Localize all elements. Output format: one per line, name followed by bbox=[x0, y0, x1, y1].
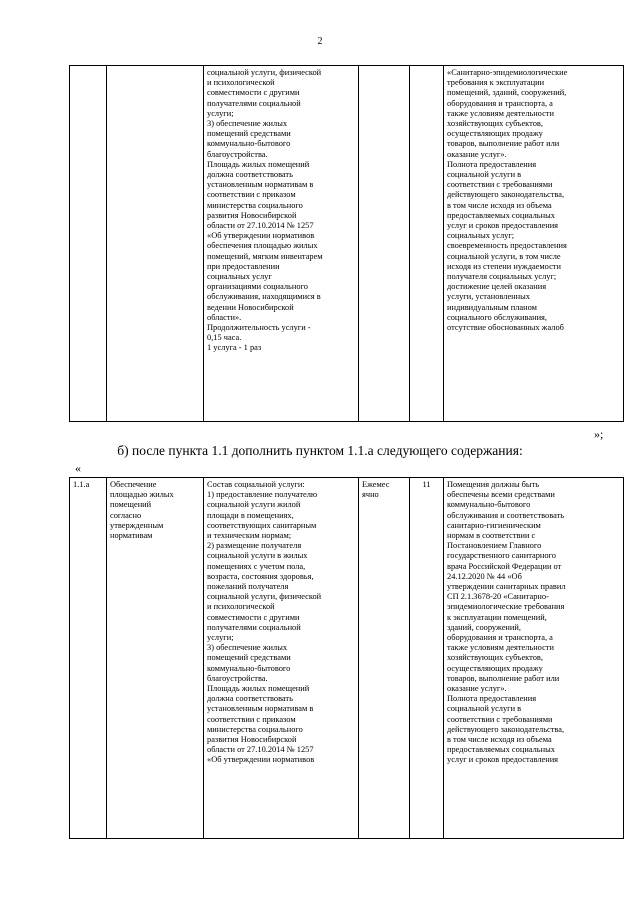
service-table-continued bbox=[69, 65, 624, 422]
opening-quote: « bbox=[75, 461, 81, 475]
periodicity-text: Ежемес ячно bbox=[362, 480, 390, 500]
closing-quote: »; bbox=[594, 427, 604, 441]
amendment-instruction: б) после пункта 1.1 дополнить пунктом 1.1.а следующего содержания: bbox=[117, 443, 523, 458]
table-cell-quality-indicators bbox=[444, 66, 624, 422]
quality-indicators-text: Помещения должны быть обеспечены всеми средствами коммунально-бытового обслуживания и соответствовать санитарно-гигиеническим нормам в соответствии с Постановлением Главного государственного санитарного врача Российской Федерации от 24.12.2020 № 44 «Об утверждении санитарных правил СП 2.1.3678-20 «Санитарно- эпидемиологические требования к эксплуатации помещений, зданий, сооружений, оборудования и транспорта, а также условиям деятельности хозяйствующих субъектов, осуществляющих продажу товаров, выполнение работ или оказание услуг». Полнота предоставления социальной услуги в соответствии с требованиями действующего законодательства, в том числе исходя из объема предоставляемых социальных услуг и сроков предоставления bbox=[447, 480, 566, 765]
table-cell-service-description bbox=[204, 478, 359, 839]
quality-indicators-text: «Санитарно-эпидемиологические требования к эксплуатации помещений, зданий, сооружений, оборудования и транспорта, а также условиям деятельности хозяйствующих субъектов, осуществляющих продажу товаров, выполнение работ или оказание услуг». Полнота предоставления социальной услуги в соответствии с требованиями действующего законодательства, в том числе исходя из объема предоставляемых социальных услуг и сроков предоставления социальных услуг; своевременность предоставления социальной услуги, в том числе исходя из степени нуждаемости получателя социальных услуг; достижение целей оказания услуги, установленных индивидуальным планом социального обслуживания, отсутствие обоснованных жалоб bbox=[447, 68, 568, 333]
table-cell-service-name bbox=[107, 66, 204, 422]
table-cell-service-description bbox=[204, 66, 359, 422]
service-description-text: Состав социальной услуги: 1) предоставление получателю социальной услуги жилой площади в помещениях, соответствующих санитарным и техническим нормам; 2) размещение получателя социальной услуги в жилых помещениях с учетом пола, возраста, состояния здоровья, пожеланий получателя социальной услуги, физической и психологической совместимости с другими получателями социальной услуги; 3) обеспечение жилых помещений средствами коммунально-бытового благоустройства. Площадь жилых помещений должна соответствовать установленным нормативам в соответствии с приказом министерства социального развития Новосибирской области от 27.10.2014 № 1257 «Об утверждении нормативов bbox=[207, 480, 322, 765]
item-number: 1.1.а bbox=[73, 480, 90, 489]
service-name-text: Обеспечение площадью жилых помещений согласно утвержденным нормативам bbox=[110, 480, 174, 541]
table-cell-service-name bbox=[107, 478, 204, 839]
page-number: 2 bbox=[317, 36, 323, 47]
table-cell-number bbox=[70, 478, 107, 839]
table-row bbox=[70, 66, 624, 422]
table-cell-tariff bbox=[410, 478, 444, 839]
table-cell-quality-indicators bbox=[444, 478, 624, 839]
service-table-new bbox=[69, 477, 624, 839]
table-row bbox=[70, 478, 624, 839]
service-description-text: социальной услуги, физической и психологической совместимости с другими получателями социальной услуги; 3) обеспечение жилых помещений средствами коммунально-бытового благоустройства. Площадь жилых помещений должна соответствовать установленным нормативам в соответствии с приказом министерства социального развития Новосибирской области от 27.10.2014 № 1257 «Об утверждении нормативов обеспечения площадью жилых помещений, мягким инвентарем при предоставлении социальных услуг организациями социального обслуживания, находящимися в ведении Новосибирской области». Продолжительность услуги - 0,15 часа. 1 услуга - 1 раз bbox=[207, 68, 323, 353]
table-cell-periodicity bbox=[359, 478, 410, 839]
table-cell-tariff bbox=[410, 66, 444, 422]
table-cell-number bbox=[70, 66, 107, 422]
tariff-value: 11 bbox=[422, 480, 431, 489]
table-cell-periodicity bbox=[359, 66, 410, 422]
